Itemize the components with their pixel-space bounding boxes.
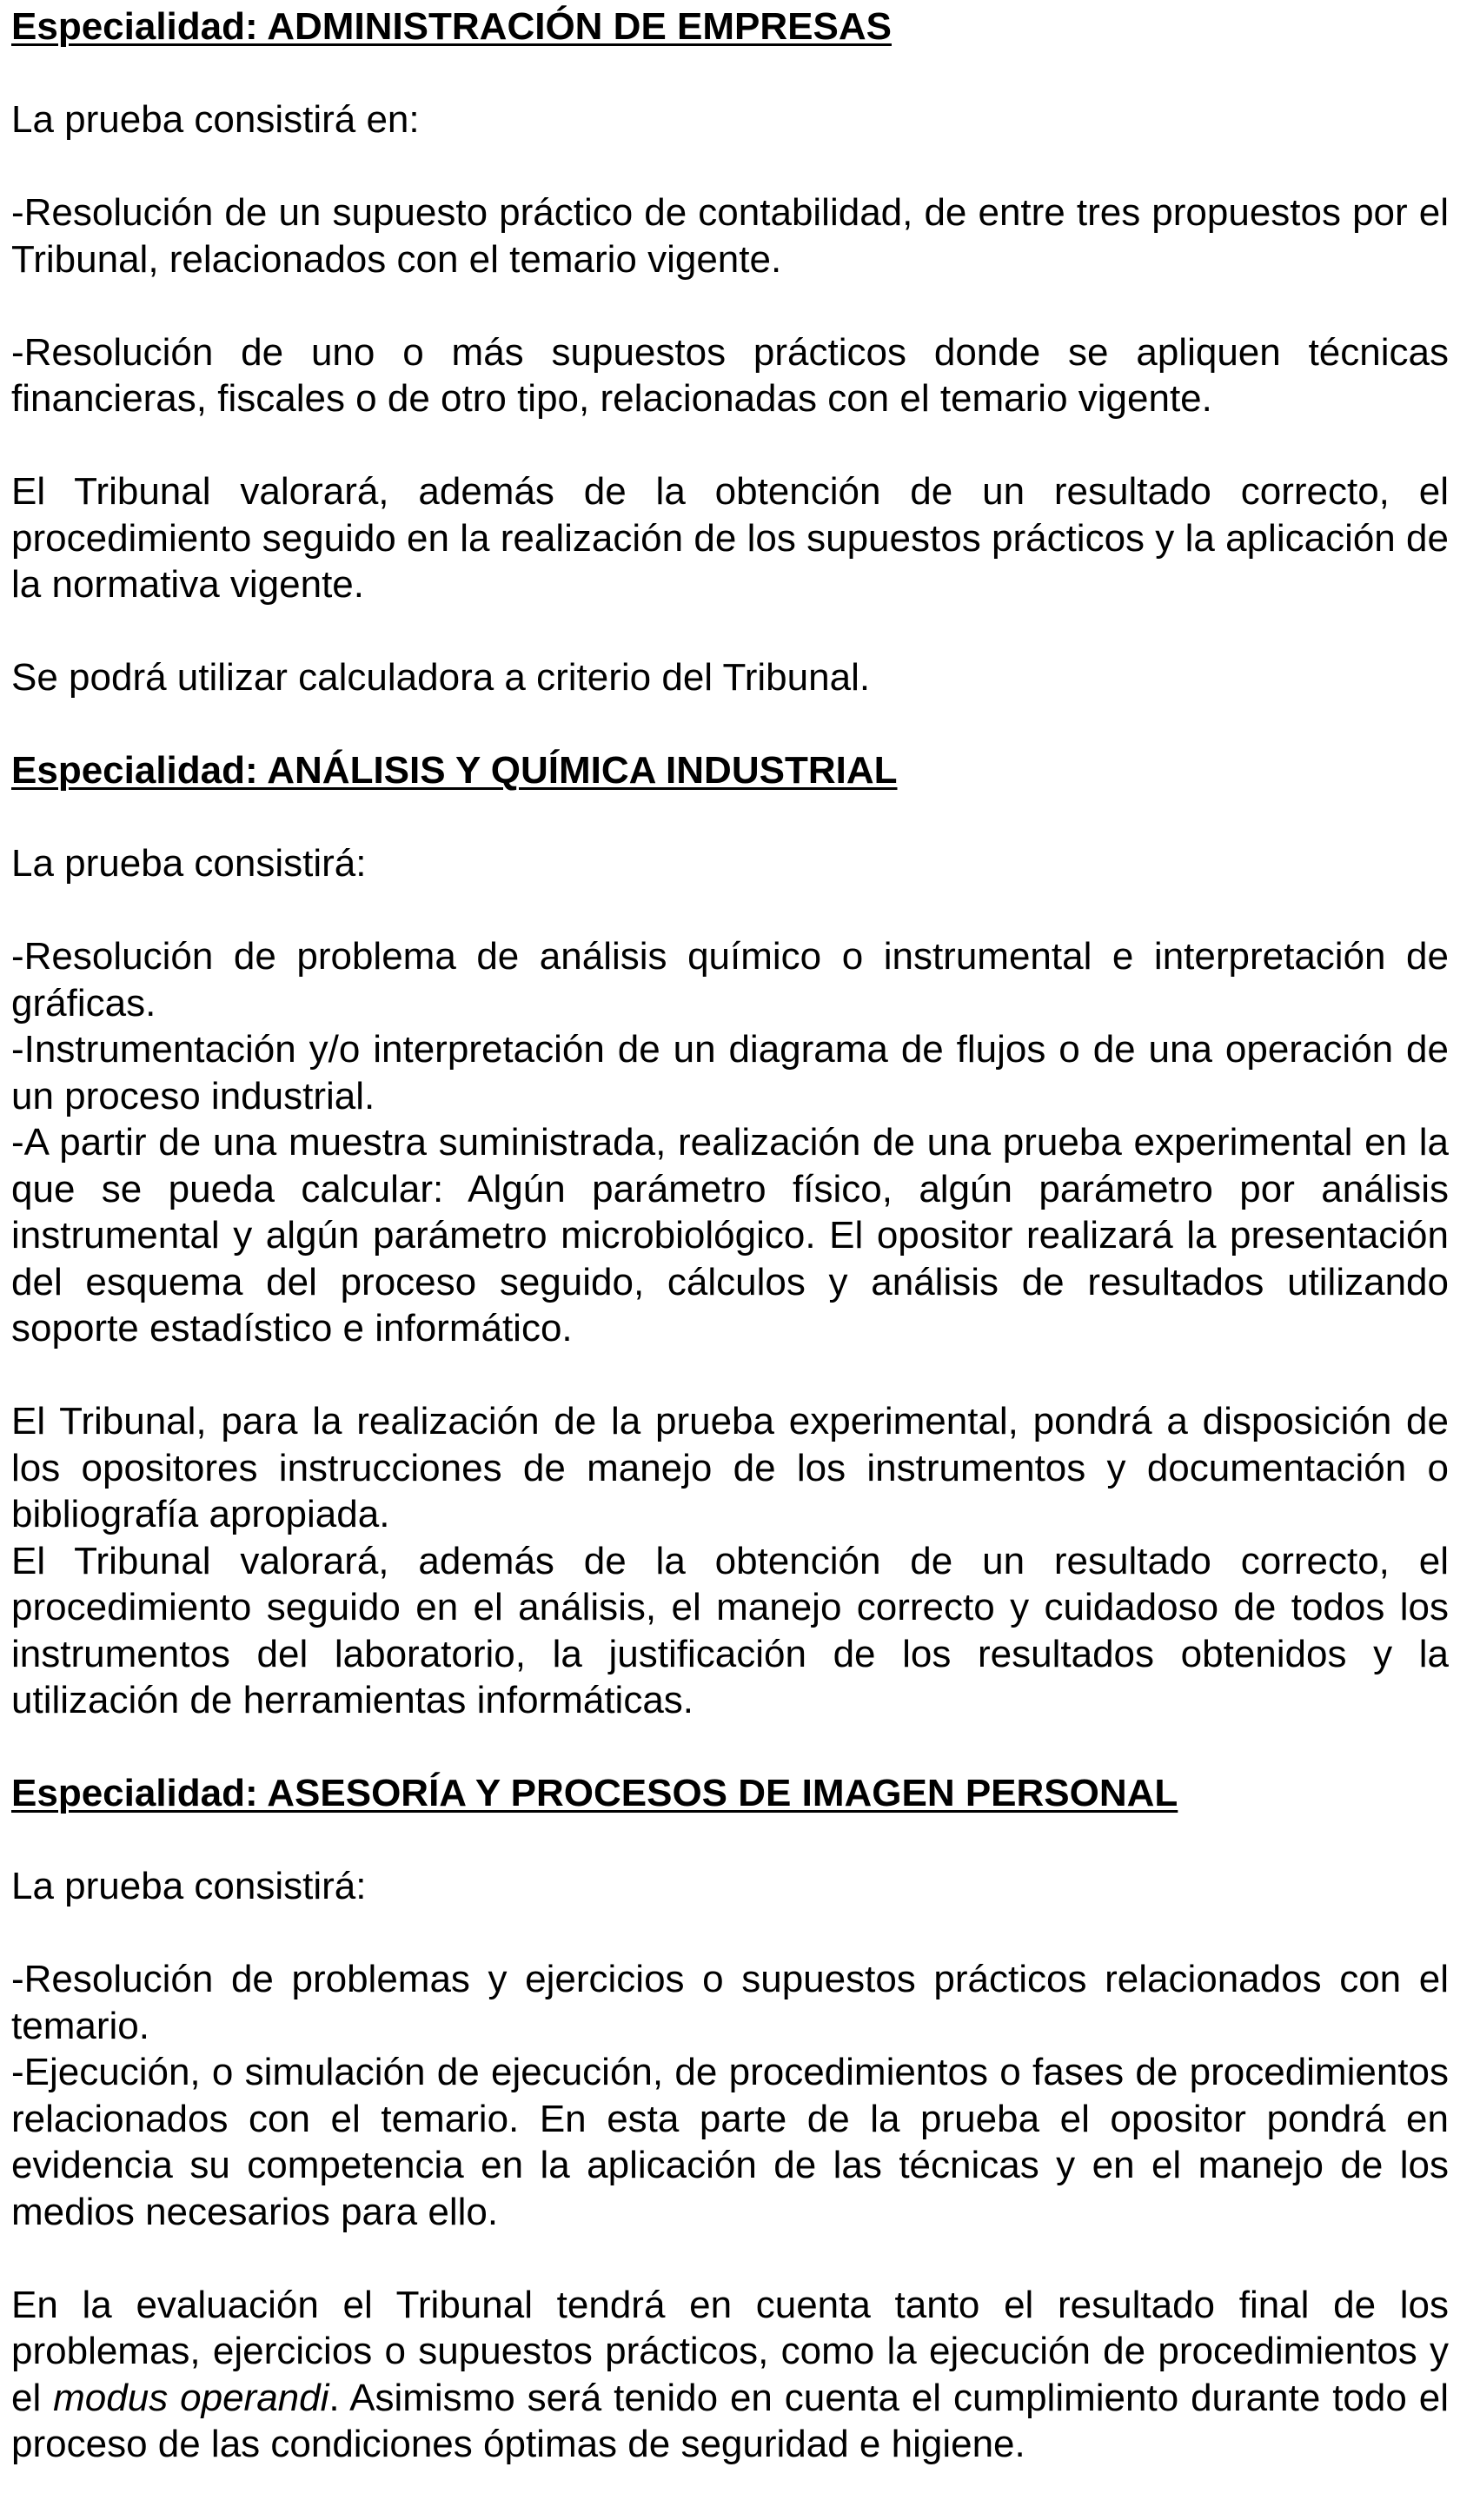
paragraph: -A partir de una muestra suministrada, realización de una prueba experimental en la que se pueda calcular: Algún parámetro físico, algún parámetro por análisis instrumental y algún parámetro microbiológico. El opositor realizará la presentación del esquema del proceso seguido, cálculos y análisis de resultados utilizando soporte estadístico e informático.: [11, 1121, 1449, 1350]
paragraph: -Resolución de problemas y ejercicios o supuestos prácticos relacionados con el temario.: [11, 1958, 1449, 2047]
italic-term: modus operandi: [53, 2376, 329, 2419]
paragraph: -Resolución de un supuesto práctico de contabilidad, de entre tres propuestos por el Tribunal, relacionados con el temario vigente.: [11, 191, 1449, 281]
section-intro: La prueba consistirá:: [11, 1865, 367, 1907]
paragraph: -Instrumentación y/o interpretación de un diagrama de flujos o de una operación de un proceso industrial.: [11, 1028, 1449, 1117]
section-asesoria-imagen-personal: [11, 1770, 1449, 2468]
text-run: En la evaluación el Tribunal tendrá en cuenta tanto el resultado final de los problemas, ejercicios o supuestos prácticos, como la ejecución de procedimientos y el: [11, 2283, 1449, 2419]
section-administracion-empresas: [11, 3, 1449, 701]
section-heading: Especialidad: ASESORÍA Y PROCESOS DE IMAGEN PERSONAL: [11, 1772, 1178, 1814]
section-heading: Especialidad: ANÁLISIS Y QUÍMICA INDUSTRIAL: [11, 749, 898, 792]
paragraph: El Tribunal valorará, además de la obtención de un resultado correcto, el procedimiento seguido en la realización de los supuestos prácticos y la aplicación de la normativa vigente.: [11, 470, 1449, 606]
paragraph: -Resolución de problema de análisis químico o instrumental e interpretación de gráficas.: [11, 935, 1449, 1025]
paragraph-evaluation: [11, 2282, 1449, 2468]
paragraph: -Resolución de uno o más supuestos prácticos donde se apliquen técnicas financieras, fiscales o de otro tipo, relacionadas con el temario vigente.: [11, 330, 1449, 420]
paragraph: Se podrá utilizar calculadora a criterio del Tribunal.: [11, 656, 871, 699]
section-intro: La prueba consistirá en:: [11, 98, 420, 141]
paragraph: El Tribunal, para la realización de la prueba experimental, pondrá a disposición de los opositores instrucciones de manejo de los instrumentos y documentación o bibliografía apropiada.: [11, 1400, 1449, 1535]
paragraph: -Ejecución, o simulación de ejecución, de procedimientos o fases de procedimientos relacionados con el temario. En esta parte de la prueba el opositor pondrá en evidencia su competencia en la aplicación de las técnicas y en el manejo de los medios necesarios para ello.: [11, 2051, 1449, 2233]
paragraph: El Tribunal valorará, además de la obtención de un resultado correcto, el procedimiento seguido en el análisis, el manejo correcto y cuidadoso de todos los instrumentos del laboratorio, la justificación de los resultados obtenidos y la utilización de herramientas informáticas.: [11, 1539, 1449, 1721]
text-run: . Asimismo será tenido en cuenta el cumplimiento durante todo el proceso de las condiciones óptimas de seguridad e higiene.: [11, 2376, 1449, 2465]
section-analisis-quimica-industrial: [11, 747, 1449, 1724]
section-intro: La prueba consistirá:: [11, 842, 367, 885]
section-heading: Especialidad: ADMINISTRACIÓN DE EMPRESAS: [11, 5, 892, 48]
document-body: [11, 3, 1449, 2468]
